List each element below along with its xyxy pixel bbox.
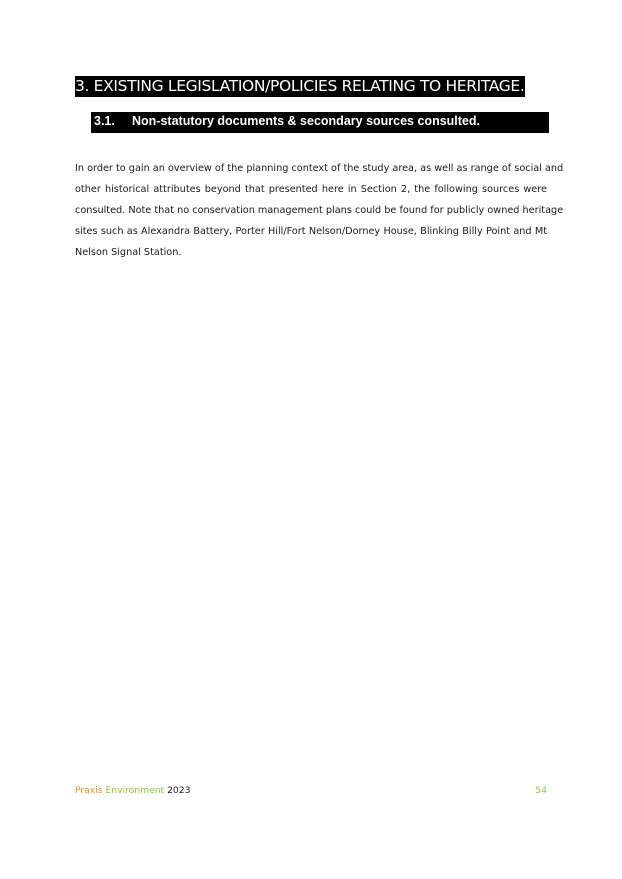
section-heading: 3. EXISTING LEGISLATION/POLICIES RELATING TO HERITAGE. <box>75 77 525 95</box>
subsection-number: 3.1. <box>94 114 115 128</box>
subsection-title: Non-statutory documents & secondary sources consulted. <box>132 114 480 128</box>
page-number: 54 <box>535 785 547 796</box>
footer-year: 2023 <box>167 785 191 796</box>
paragraph-line: Nelson Signal Station. <box>75 247 182 258</box>
subsection-heading <box>91 112 549 133</box>
paragraph-line: In order to gain an overview of the planning context of the study area, as well as range of social and <box>75 163 564 174</box>
footer-org-word1: Praxis <box>75 785 103 796</box>
footer-org-word2: Environment <box>105 785 165 796</box>
paragraph-line: other historical attributes beyond that presented here in Section 2, the following sources were <box>75 184 547 195</box>
body-paragraph <box>75 158 564 263</box>
paragraph-line: consulted. Note that no conservation management plans could be found for publicly owned heritage <box>75 205 564 216</box>
footer-organization <box>75 784 190 798</box>
paragraph-line: sites such as Alexandra Battery, Porter Hill/Fort Nelson/Dorney House, Blinking Billy Point and Mt <box>75 226 547 237</box>
